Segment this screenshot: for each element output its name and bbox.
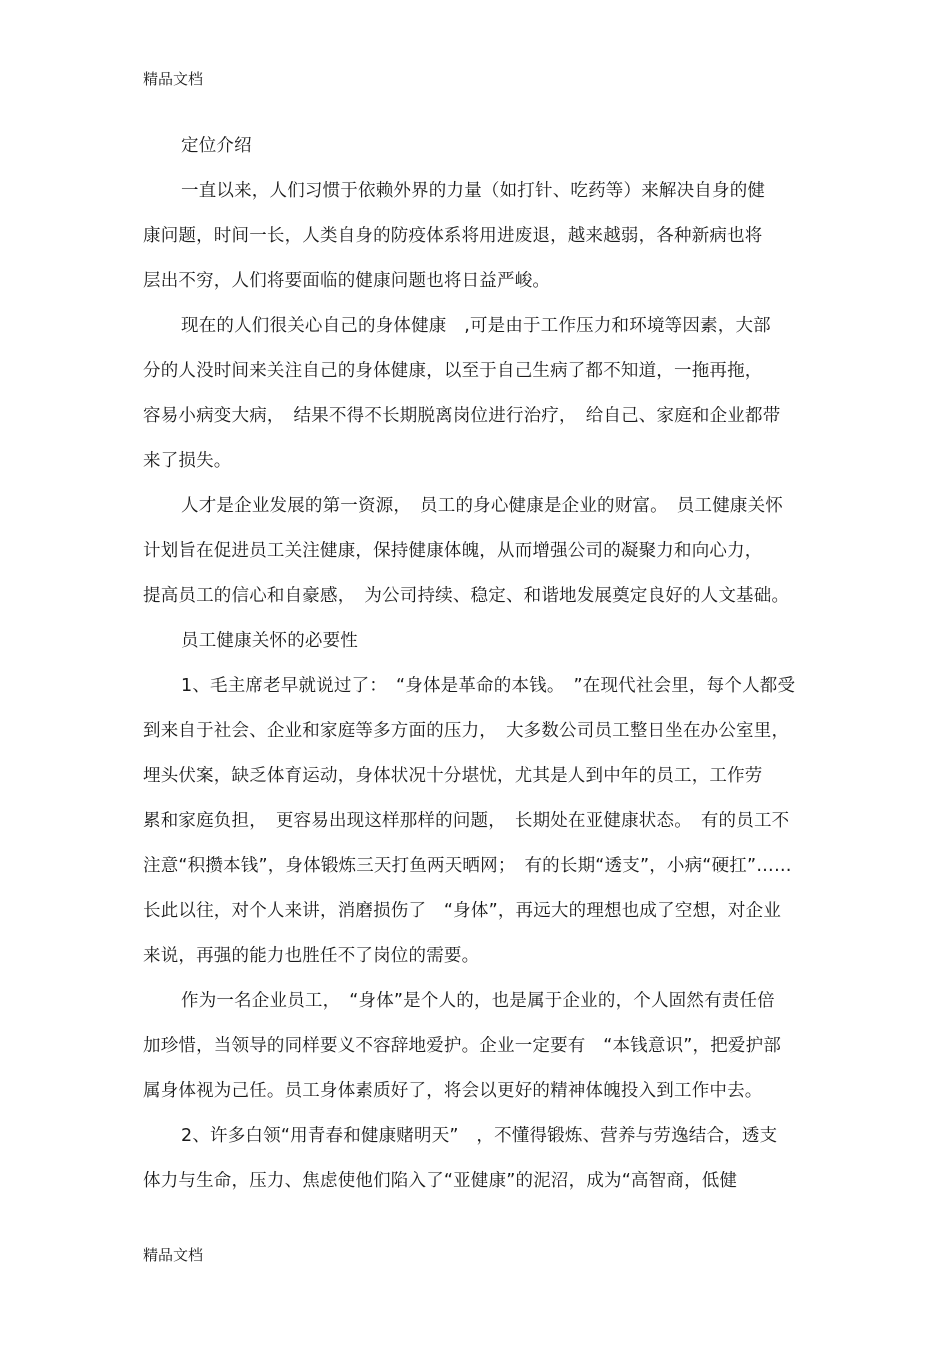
paragraph-line: 注意“积攒本钱”，身体锻炼三天打鱼两天晒网； 有的长期“透支”，小病“硬扛”…… bbox=[143, 856, 792, 876]
page-footer-label: 精品文档 bbox=[143, 1246, 204, 1264]
paragraph-line: 现在的人们很关心自己的身体健康 ,可是由于工作压力和环境等因素，大部 bbox=[181, 316, 771, 336]
paragraph-line: 长此以往，对个人来讲，消磨损伤了 “身体”，再远大的理想也成了空想，对企业 bbox=[143, 901, 782, 921]
paragraph-line: 来说，再强的能力也胜任不了岗位的需要。 bbox=[143, 946, 480, 966]
paragraph-line: 埋头伏案，缺乏体育运动，身体状况十分堪忧，尤其是人到中年的员工，工作劳 bbox=[143, 766, 763, 786]
paragraph-line: 人才是企业发展的第一资源， 员工的身心健康是企业的财富。 员工健康关怀 bbox=[181, 496, 783, 516]
paragraph-line: 提高员工的信心和自豪感， 为公司持续、稳定、和谐地发展奠定良好的人文基础。 bbox=[143, 586, 790, 606]
paragraph-line: 康问题，时间一长，人类自身的防疫体系将用进废退，越来越弱，各种新病也将 bbox=[143, 226, 763, 246]
paragraph-line: 分的人没时间来关注自己的身体健康，以至于自己生病了都不知道，一拖再拖， bbox=[143, 361, 763, 381]
paragraph-line: 体力与生命，压力、焦虑使他们陷入了“亚健康”的泥沼，成为“高智商，低健 bbox=[143, 1171, 738, 1191]
paragraph-line: 加珍惜，当领导的同样要义不容辞地爱护。企业一定要有 “本钱意识”，把爱护部 bbox=[143, 1036, 782, 1056]
paragraph-line: 计划旨在促进员工关注健康，保持健康体魄，从而增强公司的凝聚力和向心力， bbox=[143, 541, 763, 561]
page-header-label: 精品文档 bbox=[143, 70, 204, 88]
paragraph-line: 属身体视为己任。员工身体素质好了，将会以更好的精神体魄投入到工作中去。 bbox=[143, 1081, 763, 1101]
paragraph-line: 到来自于社会、企业和家庭等多方面的压力， 大多数公司员工整日坐在办公室里， bbox=[143, 721, 790, 741]
paragraph-line: 容易小病变大病， 结果不得不长期脱离岗位进行治疗， 给自己、家庭和企业都带 bbox=[143, 406, 781, 426]
paragraph-line: 层出不穷，人们将要面临的健康问题也将日益严峻。 bbox=[143, 271, 551, 291]
section-title-necessity: 员工健康关怀的必要性 bbox=[181, 631, 358, 651]
paragraph-line: 一直以来，人们习惯于依赖外界的力量（如打针、吃药等）来解决自身的健 bbox=[181, 181, 766, 201]
paragraph-line: 作为一名企业员工， “身体”是个人的，也是属于企业的，个人固然有责任倍 bbox=[181, 991, 775, 1011]
paragraph-line: 2、许多白领“用青春和健康赌明天” ，不懂得锻炼、营养与劳逸结合，透支 bbox=[181, 1126, 778, 1146]
section-title-positioning: 定位介绍 bbox=[181, 136, 252, 156]
paragraph-line: 累和家庭负担， 更容易出现这样那样的问题， 长期处在亚健康状态。 有的员工不 bbox=[143, 811, 790, 831]
paragraph-line: 来了损失。 bbox=[143, 451, 232, 471]
paragraph-line: 1、毛主席老早就说过了： “身体是革命的本钱。 ”在现代社会里，每个人都受 bbox=[181, 676, 796, 696]
